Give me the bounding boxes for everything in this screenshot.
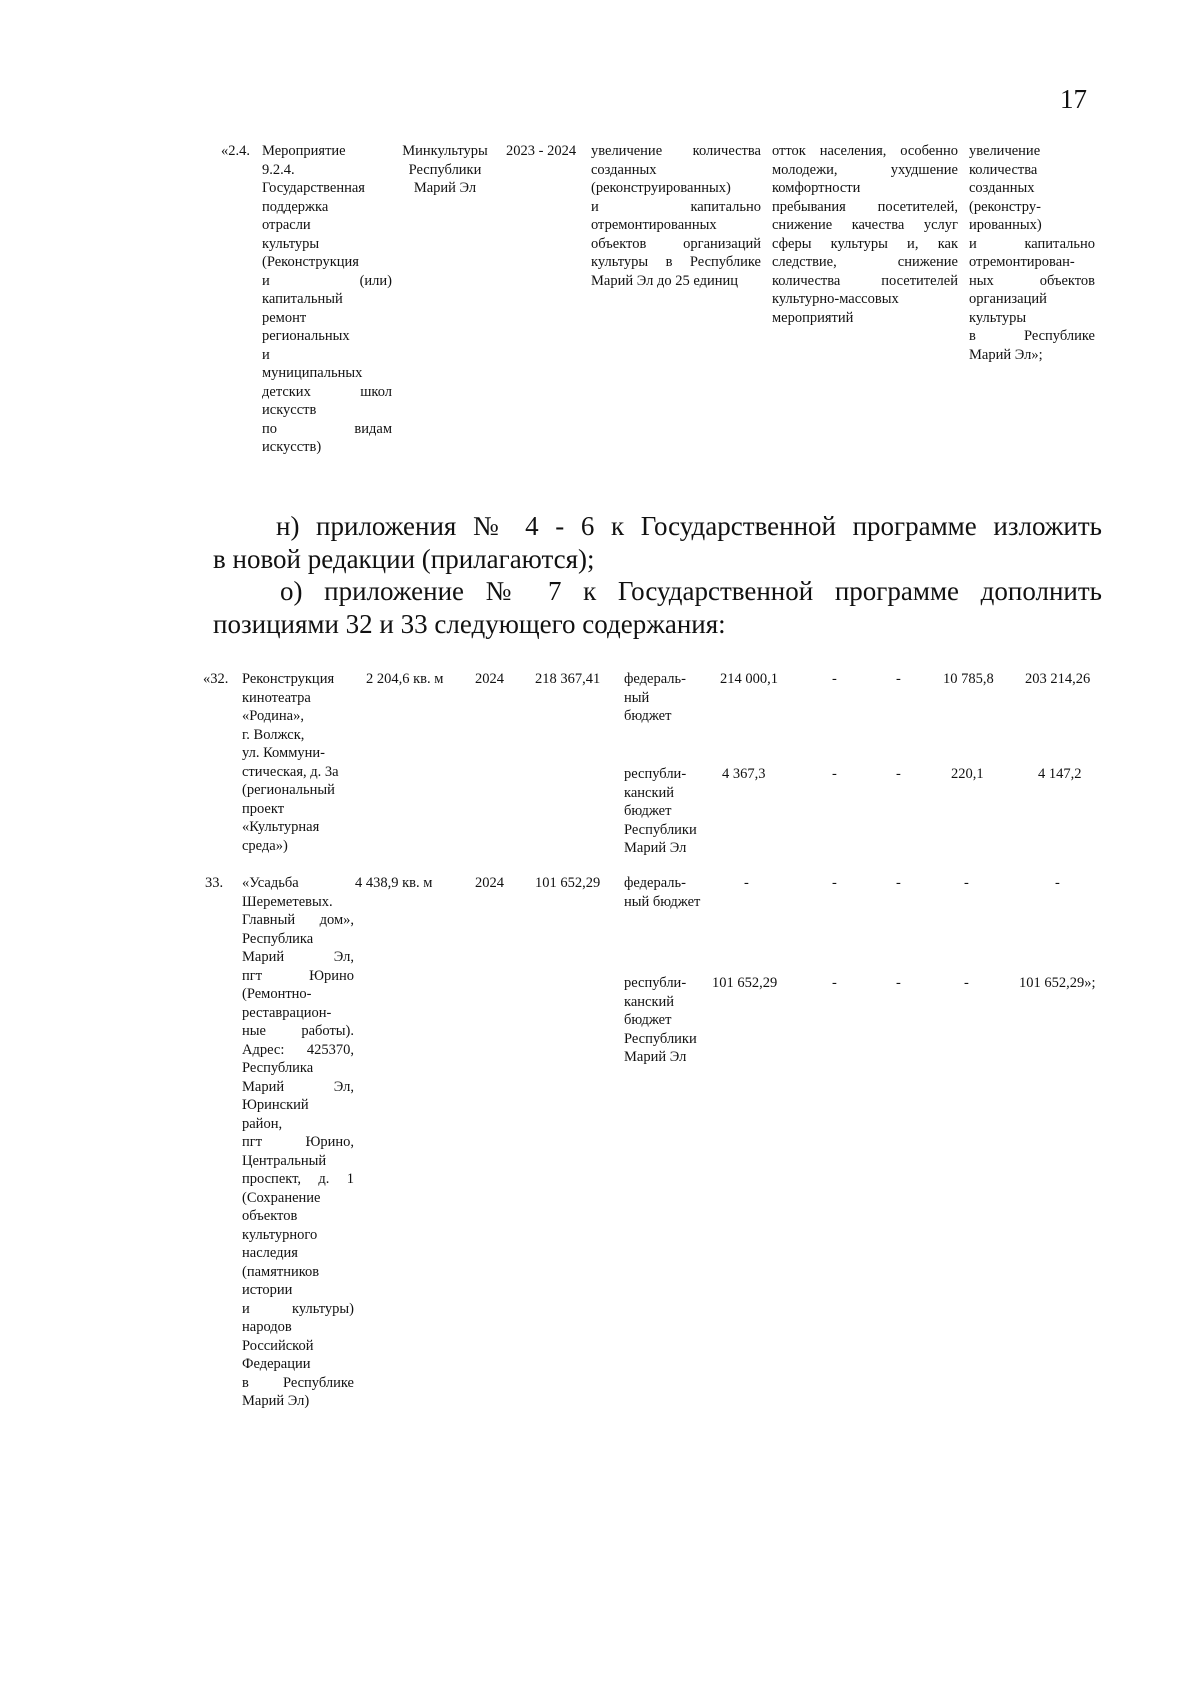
cell-line: поддержка bbox=[262, 198, 329, 215]
cell-line: проспект, д. 1 bbox=[242, 1171, 354, 1187]
row-2-4-number: «2.4. bbox=[221, 143, 250, 159]
paragraph-n-line-2: в новой редакции (прилагаются); bbox=[213, 544, 595, 574]
cell-line: проект bbox=[242, 800, 285, 817]
row-33-source-federal bbox=[624, 874, 709, 911]
cell-line: Юринский bbox=[242, 1097, 309, 1113]
cell-line: увеличение bbox=[969, 143, 1041, 159]
cell-line: снижение качества услуг bbox=[772, 217, 958, 233]
cell-line: ные работы). bbox=[242, 1023, 354, 1039]
cell-line: республи- bbox=[624, 975, 687, 991]
cell-line: Марий Эл, bbox=[242, 1078, 354, 1095]
cell-line: в Республике bbox=[242, 1374, 354, 1391]
cell-line: Федерации bbox=[242, 1356, 311, 1372]
cell-line: (региональный bbox=[242, 782, 335, 798]
cell-line: бюджет bbox=[624, 708, 672, 724]
cell-line: Российской bbox=[242, 1337, 314, 1354]
cell-line: Республики bbox=[624, 1030, 697, 1047]
cell-line: и капитально bbox=[969, 235, 1095, 252]
cell-line: Центральный bbox=[242, 1152, 327, 1169]
row-33-regional-v4: - bbox=[964, 975, 969, 991]
row-32-source-regional bbox=[624, 765, 714, 858]
row-32-name bbox=[242, 670, 354, 855]
row-33-regional-v3: - bbox=[896, 975, 901, 991]
row-32-regional-v4: 220,1 bbox=[951, 766, 984, 782]
row-33-capacity: 4 438,9 кв. м bbox=[355, 875, 433, 891]
cell-line: культуры bbox=[262, 235, 320, 252]
cell-line: кинотеатра bbox=[242, 689, 311, 706]
row-33-total: 101 652,29 bbox=[535, 875, 601, 891]
cell-line: Марий Эл»; bbox=[969, 346, 1043, 363]
cell-line: пребывания посетителей, bbox=[772, 198, 958, 215]
cell-line: «Культурная bbox=[242, 819, 320, 835]
row-33-regional-v2: - bbox=[832, 975, 837, 991]
cell-line: федераль- bbox=[624, 875, 686, 891]
cell-line: ный бюджет bbox=[624, 893, 701, 910]
paragraph-n-line-1: н) приложения № 4 - 6 к Государственной программе изложить bbox=[276, 511, 1102, 541]
row-2-4-period: 2023 - 2024 bbox=[506, 143, 577, 159]
row-32-federal-v3: - bbox=[896, 671, 901, 687]
cell-line: капитальный bbox=[262, 291, 343, 307]
row-33-federal-v4: - bbox=[964, 875, 969, 891]
row-33-federal-v5: - bbox=[1055, 875, 1060, 891]
row-33-regional-v5: 101 652,29»; bbox=[1019, 975, 1096, 991]
row-32-regional-v1: 4 367,3 bbox=[722, 766, 766, 782]
cell-line: Шереметевых. bbox=[242, 893, 333, 910]
cell-line: количества bbox=[969, 161, 1038, 178]
cell-line: созданных bbox=[969, 180, 1035, 196]
row-33-regional-v1: 101 652,29 bbox=[712, 975, 778, 991]
cell-line: созданных bbox=[591, 161, 657, 178]
row-32-regional-v3: - bbox=[896, 766, 901, 782]
cell-line: мероприятий bbox=[772, 309, 854, 326]
cell-line: ированных) bbox=[969, 217, 1042, 233]
row-32-federal-v2: - bbox=[832, 671, 837, 687]
cell-line: Марий Эл) bbox=[242, 1393, 310, 1409]
cell-line: «Родина», bbox=[242, 708, 304, 724]
cell-line: (памятников bbox=[242, 1263, 320, 1280]
cell-line: культуры в Республике bbox=[591, 254, 761, 270]
paragraph-n bbox=[213, 510, 1102, 576]
cell-line: канский bbox=[624, 993, 675, 1010]
cell-line: детских школ bbox=[262, 383, 392, 400]
cell-line: (Сохранение bbox=[242, 1189, 321, 1206]
cell-line: по видам bbox=[262, 420, 392, 437]
cell-line: отток населения, особенно bbox=[772, 143, 958, 159]
cell-line: федераль- bbox=[624, 671, 686, 687]
cell-line: 9.2.4. bbox=[262, 161, 295, 178]
cell-line: Республика bbox=[242, 1060, 314, 1076]
cell-line: региональных bbox=[262, 328, 350, 344]
cell-line: республи- bbox=[624, 766, 687, 782]
cell-line: ул. Коммуни- bbox=[242, 745, 325, 761]
cell-line: Государственная bbox=[262, 180, 365, 196]
row-32-total: 218 367,41 bbox=[535, 671, 601, 687]
cell-line: Республики bbox=[624, 821, 697, 838]
cell-line: Республика bbox=[242, 930, 314, 947]
cell-line: Марий Эл bbox=[413, 180, 477, 196]
cell-line: реставрацион- bbox=[242, 1004, 332, 1021]
row-32-capacity: 2 204,6 кв. м bbox=[366, 671, 444, 687]
row-32-federal-v4: 10 785,8 bbox=[943, 671, 994, 687]
cell-line: «Усадьба bbox=[242, 875, 299, 891]
cell-line: в Республике bbox=[969, 328, 1095, 344]
page-number: 17 bbox=[1060, 84, 1087, 114]
cell-line: ных объектов bbox=[969, 272, 1095, 289]
cell-line: искусств) bbox=[262, 439, 322, 455]
cell-line: пгт Юрино, bbox=[242, 1134, 354, 1150]
cell-line: народов bbox=[242, 1319, 292, 1335]
cell-line: комфортности bbox=[772, 180, 861, 196]
cell-line: бюджет bbox=[624, 1012, 672, 1028]
cell-line: количества посетителей bbox=[772, 272, 958, 289]
cell-line: (Ремонтно- bbox=[242, 986, 312, 1002]
cell-line: организаций bbox=[969, 291, 1047, 307]
row-2-4-executor bbox=[395, 142, 495, 198]
row-32-number: «32. bbox=[203, 671, 229, 687]
row-33-year: 2024 bbox=[475, 875, 504, 891]
row-32-year: 2024 bbox=[475, 671, 504, 687]
row-2-4-consequences bbox=[772, 142, 958, 327]
cell-line: канский bbox=[624, 784, 675, 801]
cell-line: наследия bbox=[242, 1245, 298, 1261]
cell-line: Марий Эл, bbox=[242, 949, 354, 965]
row-33-federal-v2: - bbox=[832, 875, 837, 891]
cell-line: район, bbox=[242, 1115, 283, 1132]
cell-line: стическая, д. 3а bbox=[242, 763, 339, 780]
cell-line: отрасли bbox=[262, 217, 311, 233]
cell-line: (реконструированных) bbox=[591, 180, 731, 196]
cell-line: Мероприятие bbox=[262, 143, 346, 159]
cell-line: следствие, снижение bbox=[772, 254, 958, 270]
cell-line: и культуры) bbox=[242, 1300, 354, 1317]
row-33-federal-v3: - bbox=[896, 875, 901, 891]
cell-line: ремонт bbox=[262, 309, 307, 326]
cell-line: среда») bbox=[242, 837, 288, 854]
cell-line: и bbox=[262, 346, 270, 363]
cell-line: бюджет bbox=[624, 803, 672, 819]
cell-line: культурно-массовых bbox=[772, 291, 899, 307]
cell-line: культуры bbox=[969, 309, 1027, 326]
row-33-source-regional bbox=[624, 974, 714, 1067]
cell-line: Минкультуры bbox=[402, 143, 488, 159]
row-32-federal-v1: 214 000,1 bbox=[720, 671, 778, 687]
paragraph-o bbox=[213, 575, 1102, 641]
cell-line: сферы культуры и, как bbox=[772, 235, 958, 252]
row-2-4-indicator bbox=[969, 142, 1095, 364]
cell-line: Марий Эл до 25 единиц bbox=[591, 272, 739, 289]
cell-line: Главный дом», bbox=[242, 912, 354, 928]
cell-line: отремонтированных bbox=[591, 217, 717, 233]
cell-line: пгт Юрино bbox=[242, 967, 354, 984]
row-2-4-name bbox=[262, 142, 392, 457]
cell-line: отремонтирован- bbox=[969, 254, 1075, 270]
paragraph-o-line-2: позициями 32 и 33 следующего содержания: bbox=[213, 609, 726, 639]
cell-line: искусств bbox=[262, 402, 317, 418]
cell-line: молодежи, ухудшение bbox=[772, 161, 958, 178]
cell-line: объектов bbox=[242, 1208, 298, 1224]
cell-line: объектов организаций bbox=[591, 235, 761, 252]
cell-line: Реконструкция bbox=[242, 671, 335, 687]
row-32-regional-v5: 4 147,2 bbox=[1038, 766, 1082, 782]
cell-line: и капитально bbox=[591, 198, 761, 215]
cell-line: г. Волжск, bbox=[242, 726, 305, 743]
cell-line: Марий Эл bbox=[624, 840, 687, 856]
row-2-4-result bbox=[591, 142, 761, 290]
row-33-name bbox=[242, 874, 354, 1411]
row-32-federal-v5: 203 214,26 bbox=[1025, 671, 1091, 687]
cell-line: Адрес: 425370, bbox=[242, 1041, 354, 1058]
cell-line: муниципальных bbox=[262, 365, 363, 381]
row-33-federal-v1: - bbox=[744, 875, 749, 891]
row-32-source-federal bbox=[624, 670, 709, 726]
cell-line: Республики bbox=[408, 161, 482, 178]
cell-line: истории bbox=[242, 1282, 293, 1298]
cell-line: увеличение количества bbox=[591, 143, 761, 159]
cell-line: (реконстру- bbox=[969, 198, 1041, 215]
cell-line: и (или) bbox=[262, 272, 392, 289]
row-32-regional-v2: - bbox=[832, 766, 837, 782]
row-33-number: 33. bbox=[205, 875, 224, 891]
cell-line: Марий Эл bbox=[624, 1049, 687, 1065]
cell-line: (Реконструкция bbox=[262, 254, 359, 270]
paragraph-o-line-1: о) приложение № 7 к Государственной программе дополнить bbox=[280, 576, 1102, 606]
cell-line: культурного bbox=[242, 1226, 318, 1243]
cell-line: ный bbox=[624, 689, 650, 706]
